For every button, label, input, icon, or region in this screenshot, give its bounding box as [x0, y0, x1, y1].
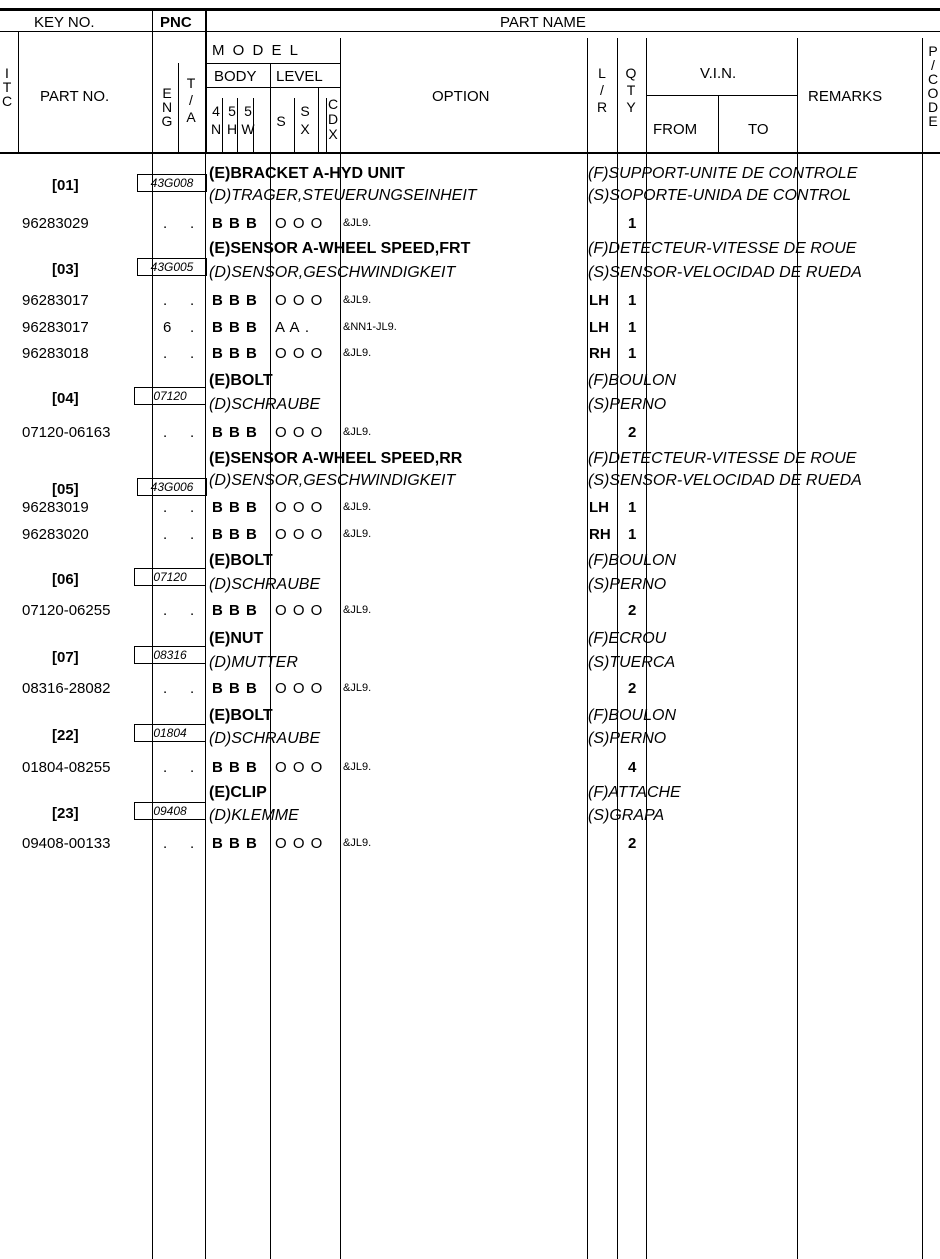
ta-value: .: [190, 424, 195, 441]
column-divider: [797, 154, 798, 1259]
column-divider: [270, 63, 271, 154]
ta-value: .: [190, 292, 195, 309]
pnc-box: 07120: [134, 387, 206, 405]
part-name-german: (D)SCHRAUBE: [209, 396, 321, 413]
eng-value: 6: [163, 319, 172, 336]
option-code: &JL9.: [343, 294, 372, 306]
part-no: 96283018: [22, 345, 89, 362]
body-values: B B B: [212, 526, 258, 543]
level-col-header-letter: S: [276, 113, 286, 129]
part-name-french: (F)SUPPORT-UNITE DE CONTROLE: [588, 165, 858, 182]
column-divider: [18, 31, 19, 154]
part-name-english: (E)BOLT: [209, 707, 273, 724]
part-no-header: PART NO.: [40, 88, 110, 105]
part-name-german: (D)SENSOR,GESCHWINDIGKEIT: [209, 264, 456, 281]
eng-header-letter: N: [161, 99, 173, 115]
part-name-header: PART NAME: [500, 14, 586, 31]
itc-header-letter: I: [5, 65, 9, 81]
level-values: O O O: [275, 345, 324, 362]
option-code: &JL9.: [343, 347, 372, 359]
lr-value: RH: [589, 345, 611, 362]
column-divider: [797, 38, 798, 154]
column-divider: [340, 38, 341, 154]
eng-value: .: [163, 292, 168, 309]
pcode-header-letter: /: [931, 57, 935, 73]
qty-value: 4: [628, 759, 637, 776]
ta-header-letter: A: [186, 109, 196, 125]
body-values: B B B: [212, 835, 258, 852]
column-divider: [318, 87, 319, 154]
pcode-header-letter: P: [928, 43, 938, 59]
eng-value: .: [163, 499, 168, 516]
rule-line: [205, 87, 340, 88]
column-divider: [587, 38, 588, 154]
part-name-german: (D)KLEMME: [209, 807, 299, 824]
lr-value: RH: [589, 526, 611, 543]
level-values: O O O: [275, 835, 324, 852]
level-values: O O O: [275, 526, 324, 543]
eng-value: .: [163, 602, 168, 619]
qty-header-letter: T: [626, 82, 636, 98]
body-col-header-letter: H: [226, 121, 238, 137]
level-values: A A .: [275, 319, 311, 336]
option-code: &NN1-JL9.: [343, 321, 397, 333]
remarks-header: REMARKS: [808, 88, 883, 105]
key-no: [22]: [52, 727, 79, 744]
eng-header-letter: G: [161, 113, 173, 129]
key-no: [23]: [52, 805, 79, 822]
part-no: 96283017: [22, 292, 89, 309]
level-col-header-letter: C: [327, 96, 339, 112]
qty-header-letter: Y: [626, 99, 636, 115]
level-values: O O O: [275, 602, 324, 619]
part-name-english: (E)BOLT: [209, 372, 273, 389]
qty-value: 1: [628, 319, 637, 336]
lr-header-letter: /: [600, 82, 604, 98]
rule-line: [205, 63, 340, 64]
body-col-header-letter: N: [210, 121, 222, 137]
pnc-box: 01804: [134, 724, 206, 742]
part-name-french: (F)ATTACHE: [588, 784, 681, 801]
body-header: BODY: [214, 68, 257, 85]
ta-value: .: [190, 835, 195, 852]
level-values: O O O: [275, 759, 324, 776]
part-name-english: (E)BOLT: [209, 552, 273, 569]
eng-value: .: [163, 215, 168, 232]
column-divider: [922, 154, 923, 1259]
itc-header-letter: C: [1, 93, 13, 109]
part-name-spanish: (S)GRAPA: [588, 807, 665, 824]
part-name-french: (F)DETECTEUR-VITESSE DE ROUE: [588, 450, 857, 467]
column-divider: [205, 11, 207, 154]
body-col-header-letter: 4: [212, 103, 220, 119]
qty-value: 1: [628, 215, 637, 232]
body-col-header-letter: W: [241, 121, 255, 137]
level-col-header-letter: X: [300, 121, 310, 137]
column-divider: [646, 38, 647, 154]
option-code: &JL9.: [343, 501, 372, 513]
pcode-header-letter: O: [927, 85, 939, 101]
qty-value: 1: [628, 345, 637, 362]
qty-value: 1: [628, 526, 637, 543]
level-col-header-letter: D: [327, 111, 339, 127]
part-name-spanish: (S)SENSOR-VELOCIDAD DE RUEDA: [588, 472, 862, 489]
level-col-header-letter: S: [300, 103, 310, 119]
part-name-german: (D)TRAGER,STEUERUNGSEINHEIT: [209, 187, 477, 204]
part-no: 96283020: [22, 526, 89, 543]
key-no: [06]: [52, 571, 79, 588]
level-col-header-letter: X: [328, 126, 338, 142]
qty-value: 2: [628, 602, 637, 619]
level-values: O O O: [275, 215, 324, 232]
column-divider: [152, 154, 153, 1259]
column-divider: [340, 154, 341, 1259]
part-no: 07120-06255: [22, 602, 111, 619]
qty-value: 2: [628, 424, 637, 441]
qty-value: 2: [628, 835, 637, 852]
key-no: [04]: [52, 390, 79, 407]
body-values: B B B: [212, 292, 258, 309]
eng-value: .: [163, 835, 168, 852]
body-values: B B B: [212, 319, 258, 336]
part-name-spanish: (S)PERNO: [588, 396, 667, 413]
qty-value: 2: [628, 680, 637, 697]
ta-value: .: [190, 526, 195, 543]
lr-header-letter: R: [596, 99, 608, 115]
option-code: &JL9.: [343, 682, 372, 694]
eng-value: .: [163, 424, 168, 441]
header-bottom-rule: [0, 152, 940, 154]
body-values: B B B: [212, 602, 258, 619]
level-values: O O O: [275, 680, 324, 697]
pnc-box: 43G008: [137, 174, 207, 192]
lr-value: LH: [589, 319, 609, 336]
ta-value: .: [190, 215, 195, 232]
top-rule: [0, 8, 940, 11]
part-no: 96283019: [22, 499, 89, 516]
pnc-header: PNC: [160, 14, 192, 31]
option-header: OPTION: [432, 88, 490, 105]
ta-header-letter: T: [186, 75, 196, 91]
pnc-box: 43G005: [137, 258, 207, 276]
vin-from-header: FROM: [653, 121, 698, 138]
part-name-english: (E)NUT: [209, 630, 264, 647]
option-code: &JL9.: [343, 761, 372, 773]
part-name-english: (E)CLIP: [209, 784, 267, 801]
vin-to-header: TO: [748, 121, 769, 138]
body-col-header-letter: 5: [228, 103, 236, 119]
option-code: &JL9.: [343, 528, 372, 540]
body-values: B B B: [212, 345, 258, 362]
column-divider: [178, 63, 179, 154]
key-no: [01]: [52, 177, 79, 194]
option-code: &JL9.: [343, 837, 372, 849]
pnc-box: 08316: [134, 646, 206, 664]
part-no: 09408-00133: [22, 835, 111, 852]
ta-value: .: [190, 345, 195, 362]
option-code: &JL9.: [343, 426, 372, 438]
part-name-english: (E)SENSOR A-WHEEL SPEED,RR: [209, 450, 463, 467]
qty-header-letter: Q: [625, 65, 637, 81]
rule-line: [646, 95, 797, 96]
eng-header-letter: E: [162, 85, 172, 101]
key-no: [07]: [52, 649, 79, 666]
pcode-header-letter: E: [928, 113, 938, 129]
part-no: 96283017: [22, 319, 89, 336]
level-values: O O O: [275, 424, 324, 441]
part-name-german: (D)SCHRAUBE: [209, 730, 321, 747]
body-col-header-letter: 5: [244, 103, 252, 119]
ta-value: .: [190, 319, 195, 336]
part-name-german: (D)MUTTER: [209, 654, 298, 671]
part-no: 01804-08255: [22, 759, 111, 776]
part-name-french: (F)ECROU: [588, 630, 667, 647]
part-name-spanish: (S)PERNO: [588, 730, 667, 747]
ta-value: .: [190, 602, 195, 619]
column-divider: [294, 98, 295, 154]
level-values: O O O: [275, 499, 324, 516]
ta-value: .: [190, 759, 195, 776]
body-values: B B B: [212, 759, 258, 776]
lr-value: LH: [589, 292, 609, 309]
part-name-french: (F)BOULON: [588, 707, 676, 724]
pnc-box: 09408: [134, 802, 206, 820]
pcode-header-letter: C: [927, 71, 939, 87]
key-no-header: KEY NO.: [34, 14, 95, 31]
key-no: [03]: [52, 261, 79, 278]
column-divider: [922, 38, 923, 154]
eng-value: .: [163, 759, 168, 776]
pcode-header-letter: D: [927, 99, 939, 115]
column-divider: [205, 154, 206, 1259]
column-divider: [152, 11, 153, 154]
level-header: LEVEL: [276, 68, 323, 85]
part-name-english: (E)BRACKET A-HYD UNIT: [209, 165, 405, 182]
part-no: 07120-06163: [22, 424, 111, 441]
pnc-box: 43G006: [137, 478, 207, 496]
part-name-french: (F)BOULON: [588, 552, 676, 569]
option-code: &JL9.: [343, 604, 372, 616]
level-values: O O O: [275, 292, 324, 309]
body-values: B B B: [212, 424, 258, 441]
rule-line: [0, 31, 940, 32]
part-name-spanish: (S)SENSOR-VELOCIDAD DE RUEDA: [588, 264, 862, 281]
part-name-german: (D)SENSOR,GESCHWINDIGKEIT: [209, 472, 456, 489]
ta-header-letter: /: [189, 92, 193, 108]
part-no: 08316-28082: [22, 680, 111, 697]
itc-header-letter: T: [2, 79, 12, 95]
part-name-spanish: (S)SOPORTE-UNIDA DE CONTROL: [588, 187, 852, 204]
part-no: 96283029: [22, 215, 89, 232]
key-no: [05]: [52, 481, 79, 498]
lr-header-letter: L: [598, 65, 606, 81]
column-divider: [718, 95, 719, 154]
body-values: B B B: [212, 499, 258, 516]
qty-value: 1: [628, 499, 637, 516]
lr-value: LH: [589, 499, 609, 516]
eng-value: .: [163, 680, 168, 697]
part-name-english: (E)SENSOR A-WHEEL SPEED,FRT: [209, 240, 471, 257]
ta-value: .: [190, 680, 195, 697]
qty-value: 1: [628, 292, 637, 309]
eng-value: .: [163, 345, 168, 362]
part-name-spanish: (S)TUERCA: [588, 654, 676, 671]
ta-value: .: [190, 499, 195, 516]
body-values: B B B: [212, 680, 258, 697]
body-values: B B B: [212, 215, 258, 232]
option-code: &JL9.: [343, 217, 372, 229]
part-name-german: (D)SCHRAUBE: [209, 576, 321, 593]
vin-header: V.I.N.: [700, 65, 737, 82]
part-name-french: (F)BOULON: [588, 372, 676, 389]
eng-value: .: [163, 526, 168, 543]
model-header: M O D E L: [212, 42, 301, 59]
pnc-box: 07120: [134, 568, 206, 586]
part-name-french: (F)DETECTEUR-VITESSE DE ROUE: [588, 240, 857, 257]
column-divider: [617, 38, 618, 154]
part-name-spanish: (S)PERNO: [588, 576, 667, 593]
